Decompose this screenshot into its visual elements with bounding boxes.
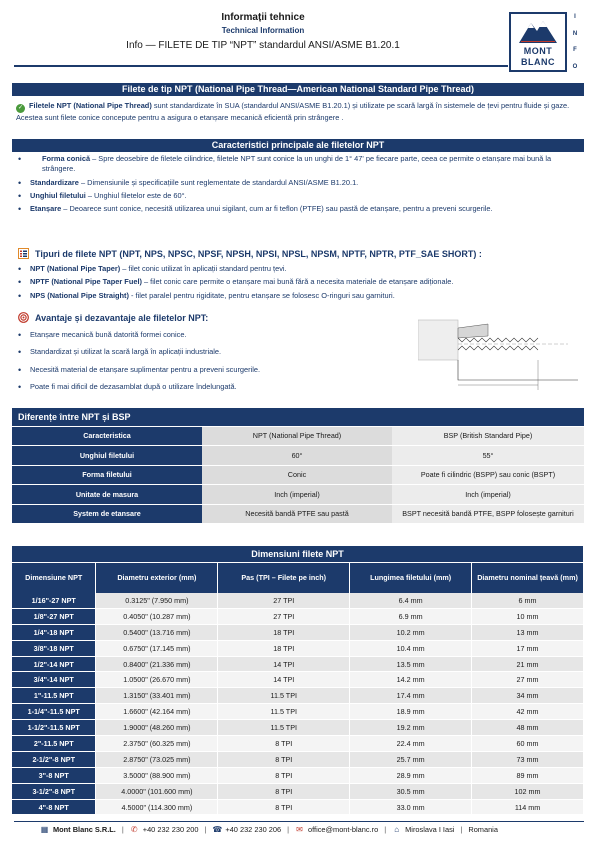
advantages-title: Avantaje și dezavantaje ale filetelor NPT: — [35, 313, 209, 323]
mont-blanc-logo — [509, 12, 567, 72]
column-header: Pas (TPI – Filete pe inch) — [218, 563, 350, 593]
footer-phone-1: +40 232 230 200 — [142, 825, 199, 834]
table-row — [12, 767, 584, 783]
footer-company: Mont Blanc S.R.L. — [53, 825, 116, 834]
intro-text: sunt standardizate în SUA (standardul ANSI/ASME B1.20.1) și utilizate pe scară largă în sistemele de țevi pentru fluide și gaze. Acestea sunt filete conice concepute pentru a asigura o etanșare mecanică eficientă prin strângere . — [16, 101, 570, 122]
table-cell: BSP (British Standard Pipe) — [392, 426, 584, 446]
list-item — [18, 277, 578, 287]
table-cell: 18.9 mm — [350, 704, 472, 720]
column-header: Diametru nominal țeavă (mm) — [472, 563, 584, 593]
item-text: – Dimensiunile și specificațiile sunt reglementate de standardul ANSI/ASME B1.20.1. — [78, 177, 359, 187]
table-cell: 14.2 mm — [350, 672, 472, 688]
item-text: – Spre deosebire de filetele cilindrice, filetele NPT sunt conice la un unghi de 1° 47' pe fiecare parte, ceea ce permite o etanșare mai bună la strângere. — [42, 154, 552, 174]
table-row — [12, 751, 584, 767]
thread-diagram — [418, 300, 578, 400]
table-cell: 33.0 mm — [350, 799, 472, 815]
table-cell: 8 TPI — [218, 783, 350, 799]
table-cell: 19.2 mm — [350, 720, 472, 736]
header-divider — [14, 65, 508, 67]
table-cell: 0.4050" (10.287 mm) — [96, 608, 218, 624]
table-cell: 0.5400" (13.716 mm) — [96, 624, 218, 640]
table-cell: 14 TPI — [218, 656, 350, 672]
table-cell: Inch (imperial) — [392, 485, 584, 505]
table-cell: 14 TPI — [218, 672, 350, 688]
table-cell: 102 mm — [472, 783, 584, 799]
footer-separator: | — [460, 825, 463, 834]
table-cell: 0.6750" (17.145 mm) — [96, 640, 218, 656]
table-cell: 2.3750" (60.325 mm) — [96, 736, 218, 752]
table-cell: 17.4 mm — [350, 688, 472, 704]
table-cell: 8 TPI — [218, 799, 350, 815]
table-cell: Unghiul filetului — [12, 446, 202, 466]
table-cell: 0.3125" (7.950 mm) — [96, 593, 218, 609]
table-cell: 1.9000" (48.260 mm) — [96, 720, 218, 736]
table-row — [12, 736, 584, 752]
row-header-cell: 2"-11.5 NPT — [12, 736, 96, 752]
check-icon: ✓ — [17, 105, 24, 111]
table-cell: 3.5000" (88.900 mm) — [96, 767, 218, 783]
row-header-cell: 3-1/2"-8 NPT — [12, 783, 96, 799]
row-header-cell: 3"-8 NPT — [12, 767, 96, 783]
table-row — [12, 608, 584, 624]
table-cell: 4.0000" (101.600 mm) — [96, 783, 218, 799]
table-cell: 1.0500" (26.670 mm) — [96, 672, 218, 688]
advantages-heading — [18, 312, 208, 323]
npt-dimensions-table — [12, 545, 584, 815]
column-header: Diametru exterior (mm) — [96, 563, 218, 593]
list-item — [18, 154, 578, 175]
phone-icon: ✆ — [130, 825, 138, 834]
npt-section-bar: Filete de tip NPT (National Pipe Thread—American National Standard Pipe Thread) — [12, 83, 584, 96]
table-cell: 22.4 mm — [350, 736, 472, 752]
table-cell: 2.8750" (73.025 mm) — [96, 751, 218, 767]
table-cell: 55° — [392, 446, 584, 466]
table-cell: 8 TPI — [218, 767, 350, 783]
types-heading — [18, 248, 482, 259]
advantages-list — [18, 330, 408, 399]
table-row — [12, 446, 584, 466]
npt-bsp-comparison-table — [12, 408, 584, 524]
footer-country: Romania — [468, 825, 498, 834]
table-cell: Caracteristica — [12, 426, 202, 446]
types-list — [18, 264, 578, 304]
table-cell: 4.5000" (114.300 mm) — [96, 799, 218, 815]
item-text: – Deoarece sunt conice, necesită utilizarea unui sigilant, cum ar fi teflon (PTFE) sau pastă de etanșare, pentru a preveni scurgerile. — [61, 204, 493, 214]
footer-phone-2: +40 232 230 206 — [225, 825, 282, 834]
list-icon — [18, 248, 29, 259]
table-row — [12, 426, 584, 446]
table-cell: 6 mm — [472, 593, 584, 609]
table-cell: 60 mm — [472, 736, 584, 752]
table-cell: System de etansare — [12, 504, 202, 524]
list-item — [18, 204, 578, 214]
info-letter: O — [572, 63, 578, 70]
mountain-icon — [517, 17, 559, 45]
row-header-cell: 1"-11.5 NPT — [12, 688, 96, 704]
table-row — [12, 640, 584, 656]
list-item: • Poate fi mai dificil de dezasamblat după o utilizare îndelungată. — [18, 382, 408, 392]
table-row — [12, 485, 584, 505]
building-icon: ▦ — [40, 825, 49, 834]
table-cell: Forma filetului — [12, 465, 202, 485]
table-cell: 27 TPI — [218, 593, 350, 609]
table-row — [12, 704, 584, 720]
characteristics-list — [18, 154, 578, 217]
table-cell: 11.5 TPI — [218, 704, 350, 720]
logo-text-blanc: BLANC — [521, 57, 555, 67]
table-cell: 30.5 mm — [350, 783, 472, 799]
item-bold: Forma conică — [42, 154, 91, 163]
table-cell: 34 mm — [472, 688, 584, 704]
table-cell: Poate fi cilindric (BSPP) sau conic (BSPT) — [392, 465, 584, 485]
table-cell: NPT (National Pipe Thread) — [202, 426, 392, 446]
table-body — [12, 593, 584, 815]
table-cell: 10.2 mm — [350, 624, 472, 640]
email-icon: ✉ — [296, 825, 303, 834]
table-row — [12, 720, 584, 736]
table-cell: 10.4 mm — [350, 640, 472, 656]
logo-text-mont: MONT — [523, 46, 553, 56]
table-cell: 89 mm — [472, 767, 584, 783]
table-cell: 17 mm — [472, 640, 584, 656]
list-item — [18, 264, 578, 274]
item-bold: NPTF (National Pipe Taper Fuel) — [30, 277, 142, 287]
table-cell: 11.5 TPI — [218, 688, 350, 704]
table-cell: 114 mm — [472, 799, 584, 815]
row-header-cell: 3/4"-14 NPT — [12, 672, 96, 688]
item-text: – Unghiul filetelor este de 60°. — [85, 190, 187, 200]
table-cell: 6.9 mm — [350, 608, 472, 624]
footer-location: Miroslava I Iasi — [405, 825, 455, 834]
footer-separator: | — [204, 825, 207, 834]
table-cell: Conic — [202, 465, 392, 485]
row-header-cell: 1/8"-27 NPT — [12, 608, 96, 624]
info-letter: N — [572, 30, 578, 37]
info-vertical-label — [568, 14, 582, 70]
table-cell: 1.3150" (33.401 mm) — [96, 688, 218, 704]
header-title: Informații tehnice — [221, 12, 305, 23]
column-header: Dimensiune NPT — [12, 563, 96, 593]
types-title: Tipuri de filete NPT (NPT, NPS, NPSC, NPSF, NPSH, NPSI, NPSL, NPSM, NPTF, NPTR, PTF_SAE SHORT) : — [35, 249, 482, 259]
intro-bold: Filetele NPT (National Pipe Thread) — [29, 101, 152, 110]
item-text: – filet conic care permite o etanșare mai bună fără a necesita materiale de etanșare adiționale. — [141, 277, 454, 287]
table-cell: 8 TPI — [218, 751, 350, 767]
table-row — [12, 688, 584, 704]
table-row — [12, 465, 584, 485]
item-text: - filet paralel pentru rigiditate, pentru etanșare se folosesc O-ringuri sau garnituri. — [128, 290, 395, 300]
row-header-cell: 1/16"-27 NPT — [12, 593, 96, 609]
intro-paragraph — [16, 101, 582, 124]
table-row — [12, 656, 584, 672]
table-row — [12, 799, 584, 815]
footer — [40, 825, 580, 834]
table-cell: 73 mm — [472, 751, 584, 767]
list-item: • Necesită material de etanșare suplimentar pentru a preveni scurgerile. — [18, 365, 408, 375]
table-cell: 13 mm — [472, 624, 584, 640]
item-bold: NPT (National Pipe Taper) — [30, 264, 121, 273]
table-cell: 6.4 mm — [350, 593, 472, 609]
column-header: Lungimea filetului (mm) — [350, 563, 472, 593]
table-cell: 1.6600" (42.164 mm) — [96, 704, 218, 720]
table-row — [12, 593, 584, 609]
list-item — [18, 191, 578, 201]
table-cell: 42 mm — [472, 704, 584, 720]
row-header-cell: 1/2"-14 NPT — [12, 656, 96, 672]
list-item: • Standardizat și utilizat la scară largă în aplicații industriale. — [18, 347, 408, 357]
table-cell: 11.5 TPI — [218, 720, 350, 736]
row-header-cell: 1-1/2"-11.5 NPT — [12, 720, 96, 736]
item-bold: Standardizare — [30, 177, 79, 187]
header — [18, 8, 508, 51]
footer-divider — [14, 821, 584, 822]
info-letter: F — [573, 47, 577, 54]
fax-icon: ☎ — [212, 825, 223, 834]
table-row — [12, 504, 584, 524]
table-cell: 0.8400" (21.336 mm) — [96, 656, 218, 672]
table-row — [12, 624, 584, 640]
table-cell: 18 TPI — [218, 624, 350, 640]
characteristics-bar: Caracteristici principale ale filetelor NPT — [12, 139, 584, 152]
footer-separator: | — [287, 825, 289, 834]
table-cell: 48 mm — [472, 720, 584, 736]
row-header-cell: 1-1/4"-11.5 NPT — [12, 704, 96, 720]
table-caption: Diferențe între NPT și BSP — [12, 408, 584, 426]
table-cell: 25.7 mm — [350, 751, 472, 767]
table-cell: Inch (imperial) — [202, 485, 392, 505]
list-item — [18, 178, 578, 188]
header-info-line: Info — FILETE DE TIP “NPT” standardul ANSI/ASME B1.20.1 — [126, 40, 400, 51]
location-icon: ⌂ — [394, 825, 400, 834]
table-cell: Necesită bandă PTFE sau pastă — [202, 504, 392, 524]
footer-email: office@mont-blanc.ro — [308, 825, 379, 834]
table-cell: 27 mm — [472, 672, 584, 688]
item-text: – filet conic utilizat în aplicații standard pentru țevi. — [120, 264, 287, 273]
table-cell: 27 TPI — [218, 608, 350, 624]
footer-separator: | — [384, 825, 387, 834]
table-cell: Unitate de masura — [12, 485, 202, 505]
table-cell: 10 mm — [472, 608, 584, 624]
table-caption: Dimensiuni filete NPT — [12, 546, 584, 563]
target-icon — [18, 312, 29, 323]
table-cell: 21 mm — [472, 656, 584, 672]
table-cell: BSPT necesită bandă PTFE, BSPP folosește garnituri — [392, 504, 584, 524]
item-bold: NPS (National Pipe Straight) — [30, 290, 129, 300]
row-header-cell: 3/8"-18 NPT — [12, 640, 96, 656]
table-cell: 18 TPI — [218, 640, 350, 656]
info-letter: I — [574, 14, 576, 20]
item-bold: Etanșare — [30, 204, 62, 214]
table-row — [12, 672, 584, 688]
item-bold: Unghiul filetului — [30, 190, 86, 200]
table-cell: 13.5 mm — [350, 656, 472, 672]
table-cell: 60° — [202, 446, 392, 466]
table-cell: 8 TPI — [218, 736, 350, 752]
table-row — [12, 783, 584, 799]
footer-separator: | — [121, 825, 124, 834]
row-header-cell: 4"-8 NPT — [12, 799, 96, 815]
table-cell: 28.9 mm — [350, 767, 472, 783]
row-header-cell: 2-1/2"-8 NPT — [12, 751, 96, 767]
header-subtitle: Technical Information — [221, 26, 305, 35]
row-header-cell: 1/4"-18 NPT — [12, 624, 96, 640]
list-item: • Etanșare mecanică bună datorită formei conice. — [18, 330, 408, 340]
